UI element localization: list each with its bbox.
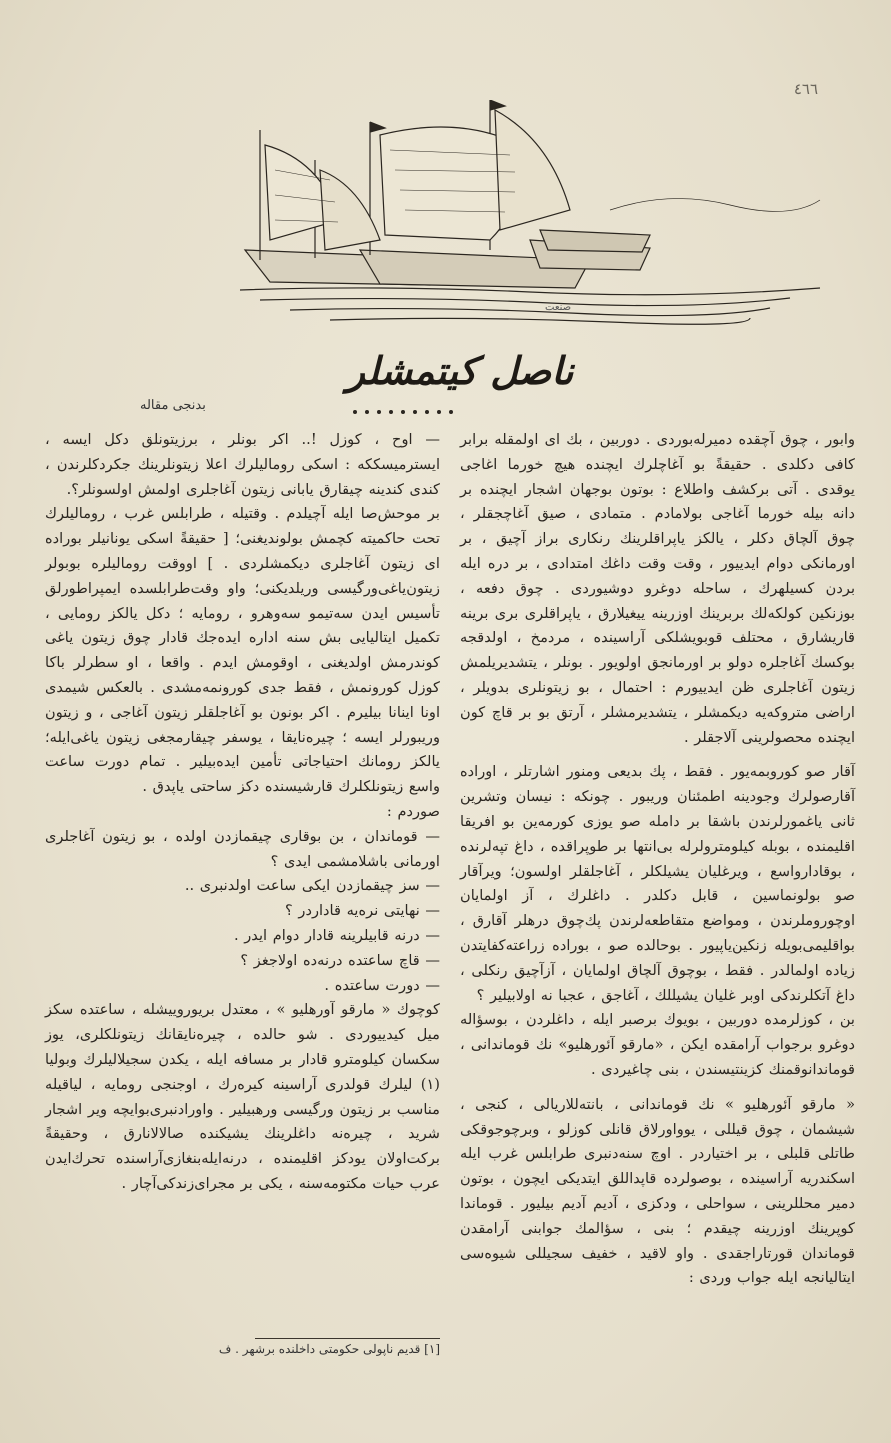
dialogue-line: — قوماندان ، بن بوقاری چیقمازدن اولده ، بو زیتون آغاجلری اورمانی باشلامشمی ایدی ؟: [45, 827, 440, 870]
paragraph: آقار صو كوروبمه‌یور . فقط ، پك بدیعی ومنور اشارتلر ، اوراده آقارصولرك وجودینه اطمئنان وریبور . چونكه : نیسان وتشرین ثانی یاغمورلرندن باشقا بر دامله صو یوزی كورمه‌ین بو افریقا اقلیمنده ، بوبله كیلومترولرله بی‌انتها بر طوپراقده ، داغ تپه‌لرنده ، بوقادارواسع ، ویرغلیان یشیلكلر ، آغاجلقلر اولسون؛ ویرآقار صو بولونماسین ، قابل دكلدر . داغلرك ، آز اولمایان اوچوروملرندن ، ومواضع متقاطعه‌لرندن پك‌چوق درهلر آقارق ، بواقلیمی‌بویله زنكین‌یاپیور . بوحالده صو ، بوراده زراعته‌كفایتدن زیاده اولمالدر . فقط ، بوچوق آلچاق اولمایان ، آزآچیق رنكلی ، داغ آتكلرندكی اوبر غلیان یشیللك ، آغاجق ، عجبا نه اولابیلیر ؟: [460, 763, 855, 1004]
dialogue-line: — درنه قابیلرینه قادار دوام ایدر .: [233, 926, 440, 944]
page-number: ٤٦٦: [793, 80, 818, 98]
dialogue-line: — قاچ ساعتده درنه‌ده اولاجغز ؟: [240, 951, 440, 969]
paragraph: — اوح ، كوزل !.. اكر بونلر ، برزیتونلق دكل ایسه ، ایسترمیسككه : اسكی رومالیلرك اعلا زیتونلرینك جكردكلرندن ، كندی كندینه چیقارق یابانی زیتون آغاجلری اولمش اولسونلر؟.: [45, 431, 440, 498]
title-ornament: [345, 405, 465, 419]
paragraph: صوردم :: [386, 802, 440, 820]
dialogue-line: — نهایتی نره‌یه قاداردر ؟: [285, 902, 440, 920]
left-column: [45, 428, 440, 1197]
dialogue-line: — دورت ساعتده .: [324, 976, 440, 994]
article-title: ناصل كيتمشلر: [346, 348, 574, 393]
paragraph: كوچوك « مارقو آورهلیو » ، معتدل بریوروییشله ، ساعتده سكز میل كیدییوردی . شو حالده ، چیره‌نایقانك زیتونلكلری، یوز سكسان كیلومترو قادار بر مسافه ایله ، یكدن سجیلالیلرك وبولیا (۱) لیلرك قولدری آراسینه كیره‌رك ، اوجنجی رومایه ، لیاقیله مناسب بر زیتون ورگیسی ورهبیلیر . واورادنبری‌بوایچه ویر اشجار شرید ، چیره‌نه داغلرینك یشیكنده صالالانارق ، وحقیقةً بركت‌اولان یودكز اقلیمنده ، درنه‌ایله‌بنغازی‌آراسنده تحرك‌ایدن عرب حیات مكتومه‌سنه ، یكی بر مجرای‌زندكی‌آچار .: [45, 1001, 440, 1192]
article-subtitle: بدنجى مقاله: [140, 398, 206, 413]
illustration-signature: صنعت: [545, 302, 572, 313]
dialogue-line: — سز چیقمازدن ایكی ساعت اولدنبری ..: [184, 877, 440, 895]
paragraph: « مارقو آئورهلیو » نك قوماندانی ، بانته‌للاریالی ، كنجی ، شیشمان ، چوق قیللی ، یوواورلاق قانلی كوزلو ، وبرچوجوقكی طاتلی قلبلی ، بر اختیاردر . اوچ سنه‌دنبری طرابلس غرب ایله اسكندریه آراسینده ، بوصولرده قاپداللق ایتدیكی ایچون ، بوتون دمیر محللرینی ، سواحلی ، ودكزی ، آدیم آدیم بیلیور . قوماندا كوپرینك اوزرینه چیقدم ؛ بنی ، سؤالمك جوابنی آرامقدن قوماندان قورتاراجقدی . واو لاقید ، خفیف سجیللی شیوه‌سی ایتالیانجه ایله جواب وردی :: [460, 1095, 855, 1287]
right-column: [460, 428, 855, 1291]
sailing-ships-illustration: [230, 100, 830, 330]
paragraph: بر موحش‌صا ایله آچیلدم . وقتیله ، طرابلس غرب ، رومالیلرك تحت حاكمیته كچمش بولوندیغنی؛ [ حقیقةً اسكی یونانیلر بوراده ای زیتون آغاجلری دیكمشلردی . ] اووقت رومالیلره بوبولر زیتون‌یاغی‌ورگیسی وریلدیكنی؛ واو وقت‌طرابلسده ایمپراطورلق تأسیس ایدن سه‌تیمو سه‌وهرو ، رومایه ؛ دكل یالكز رومایی ، تكمیل ایتالیایی بش سنه اداره ایده‌جك قادار چوق زیتون یاغی كوندرمش اولدیغنی ، اوقومش ایدم . واقعا ، او سطرلر باكا كوزل كورونمش ، فقط جدی كورونمه‌مشدی . بالعكس شیمدی اونا اینانا بیلیرم . اكر بونون بو آغاجلقلر زیتون آغاجی ، و زیتون وریبورلر ایسه ؛ چیره‌نایقا ، یوسفر چیقارمجغی زیتون یاغی‌ایله؛ یالكز رومانك احتیاجاتی تأمین ایده‌بیلیر . تمام دورت ساعت واسع زیتونلكلرك قارشیسنده دكز ساحتی یاپدق .: [45, 505, 440, 796]
footnote-divider: [255, 1338, 440, 1339]
paragraph: وابور ، چوق آچقده دمیرله‌بوردی . دوربین ، بك ای اولمقله برابر كافی دكلدی . حقیقةً بو آغاچلرك ایچنده هیچ خورما اغاجی یوقدی . آتی بركشف واطلاع : بوتون بوجهان اشجار ایچنده بر دانه بیله خورما آغاجی بولامادم . متمادی ، صیق آغاچجقلر ، چوق آلچاق دكلر ، یالكز یاپراقلرینك رنكاری براز آچیق ، بر اورمانكی دوام ایدییور ، وقت وقت داغك امتدادی ، بر دره ایله بردن كسیلهرك ، ساحله دوغرو دوشیوردی . چوق دفعه ، بوزنكین كولكه‌لك بربرینك اوزرینه ییغیلارق ، یاپراقلری بری برینه قاریشارق ، محتلف قوبویشلكی آراسینده ، مردمخ ، اولدقجه بوكسك آغاجلره دولو بر اورمانجق اولویور . بونلر ، یتشدیریلمش زیتون آغاجلری ظن ایدییورم : احتمال ، بو زیتونلری بدویلر ، اراضی متروكه‌یه دیكمشلر ، یتشدیرمشلر ، آرتق بو بر قاچ كون ایچنده محصولرینی آلاجقلر .: [460, 431, 855, 746]
paragraph: بن ، كوزلرمده دوربین ، بویوك برصبر ایله ، داغلردن ، بوسؤاله دوغرو برجواب آرامقده ایكن ، «مارقو آئورهلیو» نك قوماندانی ، قوماندانوقمنك كزینتیسندن ، بنی چاغیردی .: [460, 1011, 855, 1078]
footnote: [۱] قدیم ناپولی حكومتی داخلنده برشهر . ف: [218, 1342, 440, 1356]
